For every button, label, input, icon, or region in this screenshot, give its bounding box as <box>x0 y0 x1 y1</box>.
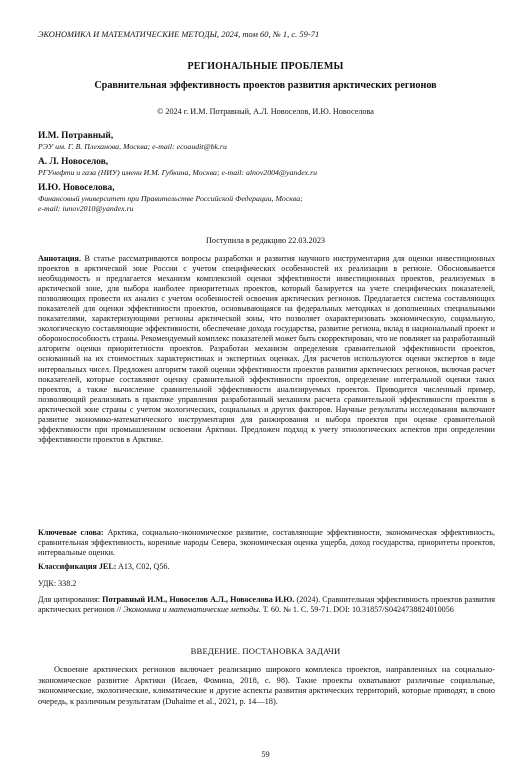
abstract-label: Аннотация. <box>38 254 81 263</box>
author-affiliation: Финансовый университет при Правительстве Российской Федерации, Москва; <box>38 194 303 203</box>
intro-paragraph: Освоение арктических регионов включает реализацию широкого комплекса проектов, направленных на социально-экономическое развитие Арктики (Исаев, Фомина, 2018, с. 98). Такие проекты охватывают различные социальные, экономические, экологические, климатические и другие аспекты развития арктических территорий, которые приводят, в свою очередь, к различным результатам (Duhaime et al., 2021, p. 14—18). <box>38 665 495 706</box>
received-date: Поступила в редакцию 22.03.2023 <box>205 236 326 245</box>
citation-journal: Экономика и математические методы. <box>123 605 261 615</box>
citation-details: Т. 60. № 1. С. 59-71. DOI: 10.31857/S0424738824010056 <box>262 605 454 615</box>
citation-block <box>38 595 495 615</box>
abstract <box>38 254 495 445</box>
author-email: e-mail: iunov2010@yandex.ru <box>38 204 134 213</box>
author-entry <box>38 182 495 214</box>
author-name: И.М. Потравный, <box>38 131 114 141</box>
author-name: И.Ю. Новоселова, <box>38 183 115 193</box>
keywords-label: Ключевые слова: <box>38 528 104 537</box>
author-affiliation: РЭУ им. Г. В. Плеханова, Москва; e-mail: ecoaudit@bk.ru <box>38 142 227 151</box>
article-title: Сравнительная эффективность проектов развития арктических регионов <box>94 80 437 91</box>
running-head: ЭКОНОМИКА И МАТЕМАТИЧЕСКИЕ МЕТОДЫ, 2024, том 60, № 1, с. 59-71 <box>38 30 320 39</box>
section-title: РЕГИОНАЛЬНЫЕ ПРОБЛЕМЫ <box>187 61 344 72</box>
keywords <box>38 528 495 558</box>
citation-authors: Потравный И.М., Новоселов А.Л., Новоселова И.Ю. <box>102 595 295 604</box>
authors-block <box>38 130 495 218</box>
copyright-line: © 2024 г. И.М. Потравный, А.Л. Новоселов, И.Ю. Новоселова <box>157 107 374 116</box>
author-entry <box>38 130 495 152</box>
citation-prefix: Для цитирования: <box>38 595 101 604</box>
jel-codes: A13, C02, Q56. <box>118 562 170 571</box>
jel-label: Классификация JEL: <box>38 562 117 571</box>
jel-classification <box>38 562 170 571</box>
author-entry <box>38 156 495 178</box>
page-number: 59 <box>261 750 270 759</box>
intro-heading: ВВЕДЕНИЕ. ПОСТАНОВКА ЗАДАЧИ <box>190 646 341 656</box>
udc-code: УДК: 338.2 <box>38 579 77 588</box>
author-name: А. Л. Новоселов, <box>38 157 109 167</box>
keywords-text: Арктика, социально-экономическое развитие, составляющие эффективности, экономическая эффективность, сравнительная эффективность, коренные народы Севера, экономическая оценка ущерба, доход государства, приоритеты проектов, интервальные оценки. <box>38 528 496 558</box>
author-affiliation: РГУнефти и газа (НИУ) имени И.М. Губкина, Москва; e-mail: alnov2004@yandex.ru <box>38 168 318 177</box>
abstract-text: В статье рассматриваются вопросы разработки и развития научного инструментария для оценки инвестиционных проектов в арктической зоне России с учетом специфических особенностей их реализации в регионе. Обосновывается необходимость и предлагается механизм комплексной оценки эффективности инвестиционных проектов, реализуемых в арктической зоне, для выбора наиболее приоритетных проектов, который базируется на учете специфических показателей, позволяющих провести их анализ с учетом особенностей освоения арктических регионов. Предлагается система составляющих показателей для оценки эффективности проектов, основывающаяся на федеральных методиках и дополненных специальными показателями, характеризующими регионы арктической зоны, что позволяет охарактеризовать экономическую, социальную, экологическую составляющие эффективности, обеспечение дохода государства, развитие региона, вклад в национальный проект и обороноспособность страны. Рекомендуемый комплекс показателей может быть скорректирован, что не повлияет на разработанный алгоритм оценки приоритетности проектов. Разработан механизм определения сравнительной эффективности проектов, основанный на их стоимостных характеристиках и экспертных оценках. Для расчетов используются оценки экспертов в виде интервальных чисел. Предложен алгоритм такой оценки эффективности проектов развития арктических регионов, включая расчет показателей, которые составляют оценку сравнительной эффективности проектов, определение интегральной оценки таких проектов, а также вычисление сравнительной эффективности анализируемых проектов. Приводится численный пример, позволяющий реализовать в практике управления разработанный механизм расчета сравнительной эффективности проектов в арктической зоне страны с учетом экологических, социальных и других факторов. Научные результаты исследования включают развитие экономико-математического инструментария для ранжирования и выбора проектов при оценке сравнительной эффективности при промышленном освоении Арктики. Предложен подход к учету этнологических аспектов при определении эффективности проектов в Арктике. <box>38 254 495 444</box>
citation-title: (2024). Сравнительная эффективность проектов развития арктических регионов // <box>38 595 495 615</box>
